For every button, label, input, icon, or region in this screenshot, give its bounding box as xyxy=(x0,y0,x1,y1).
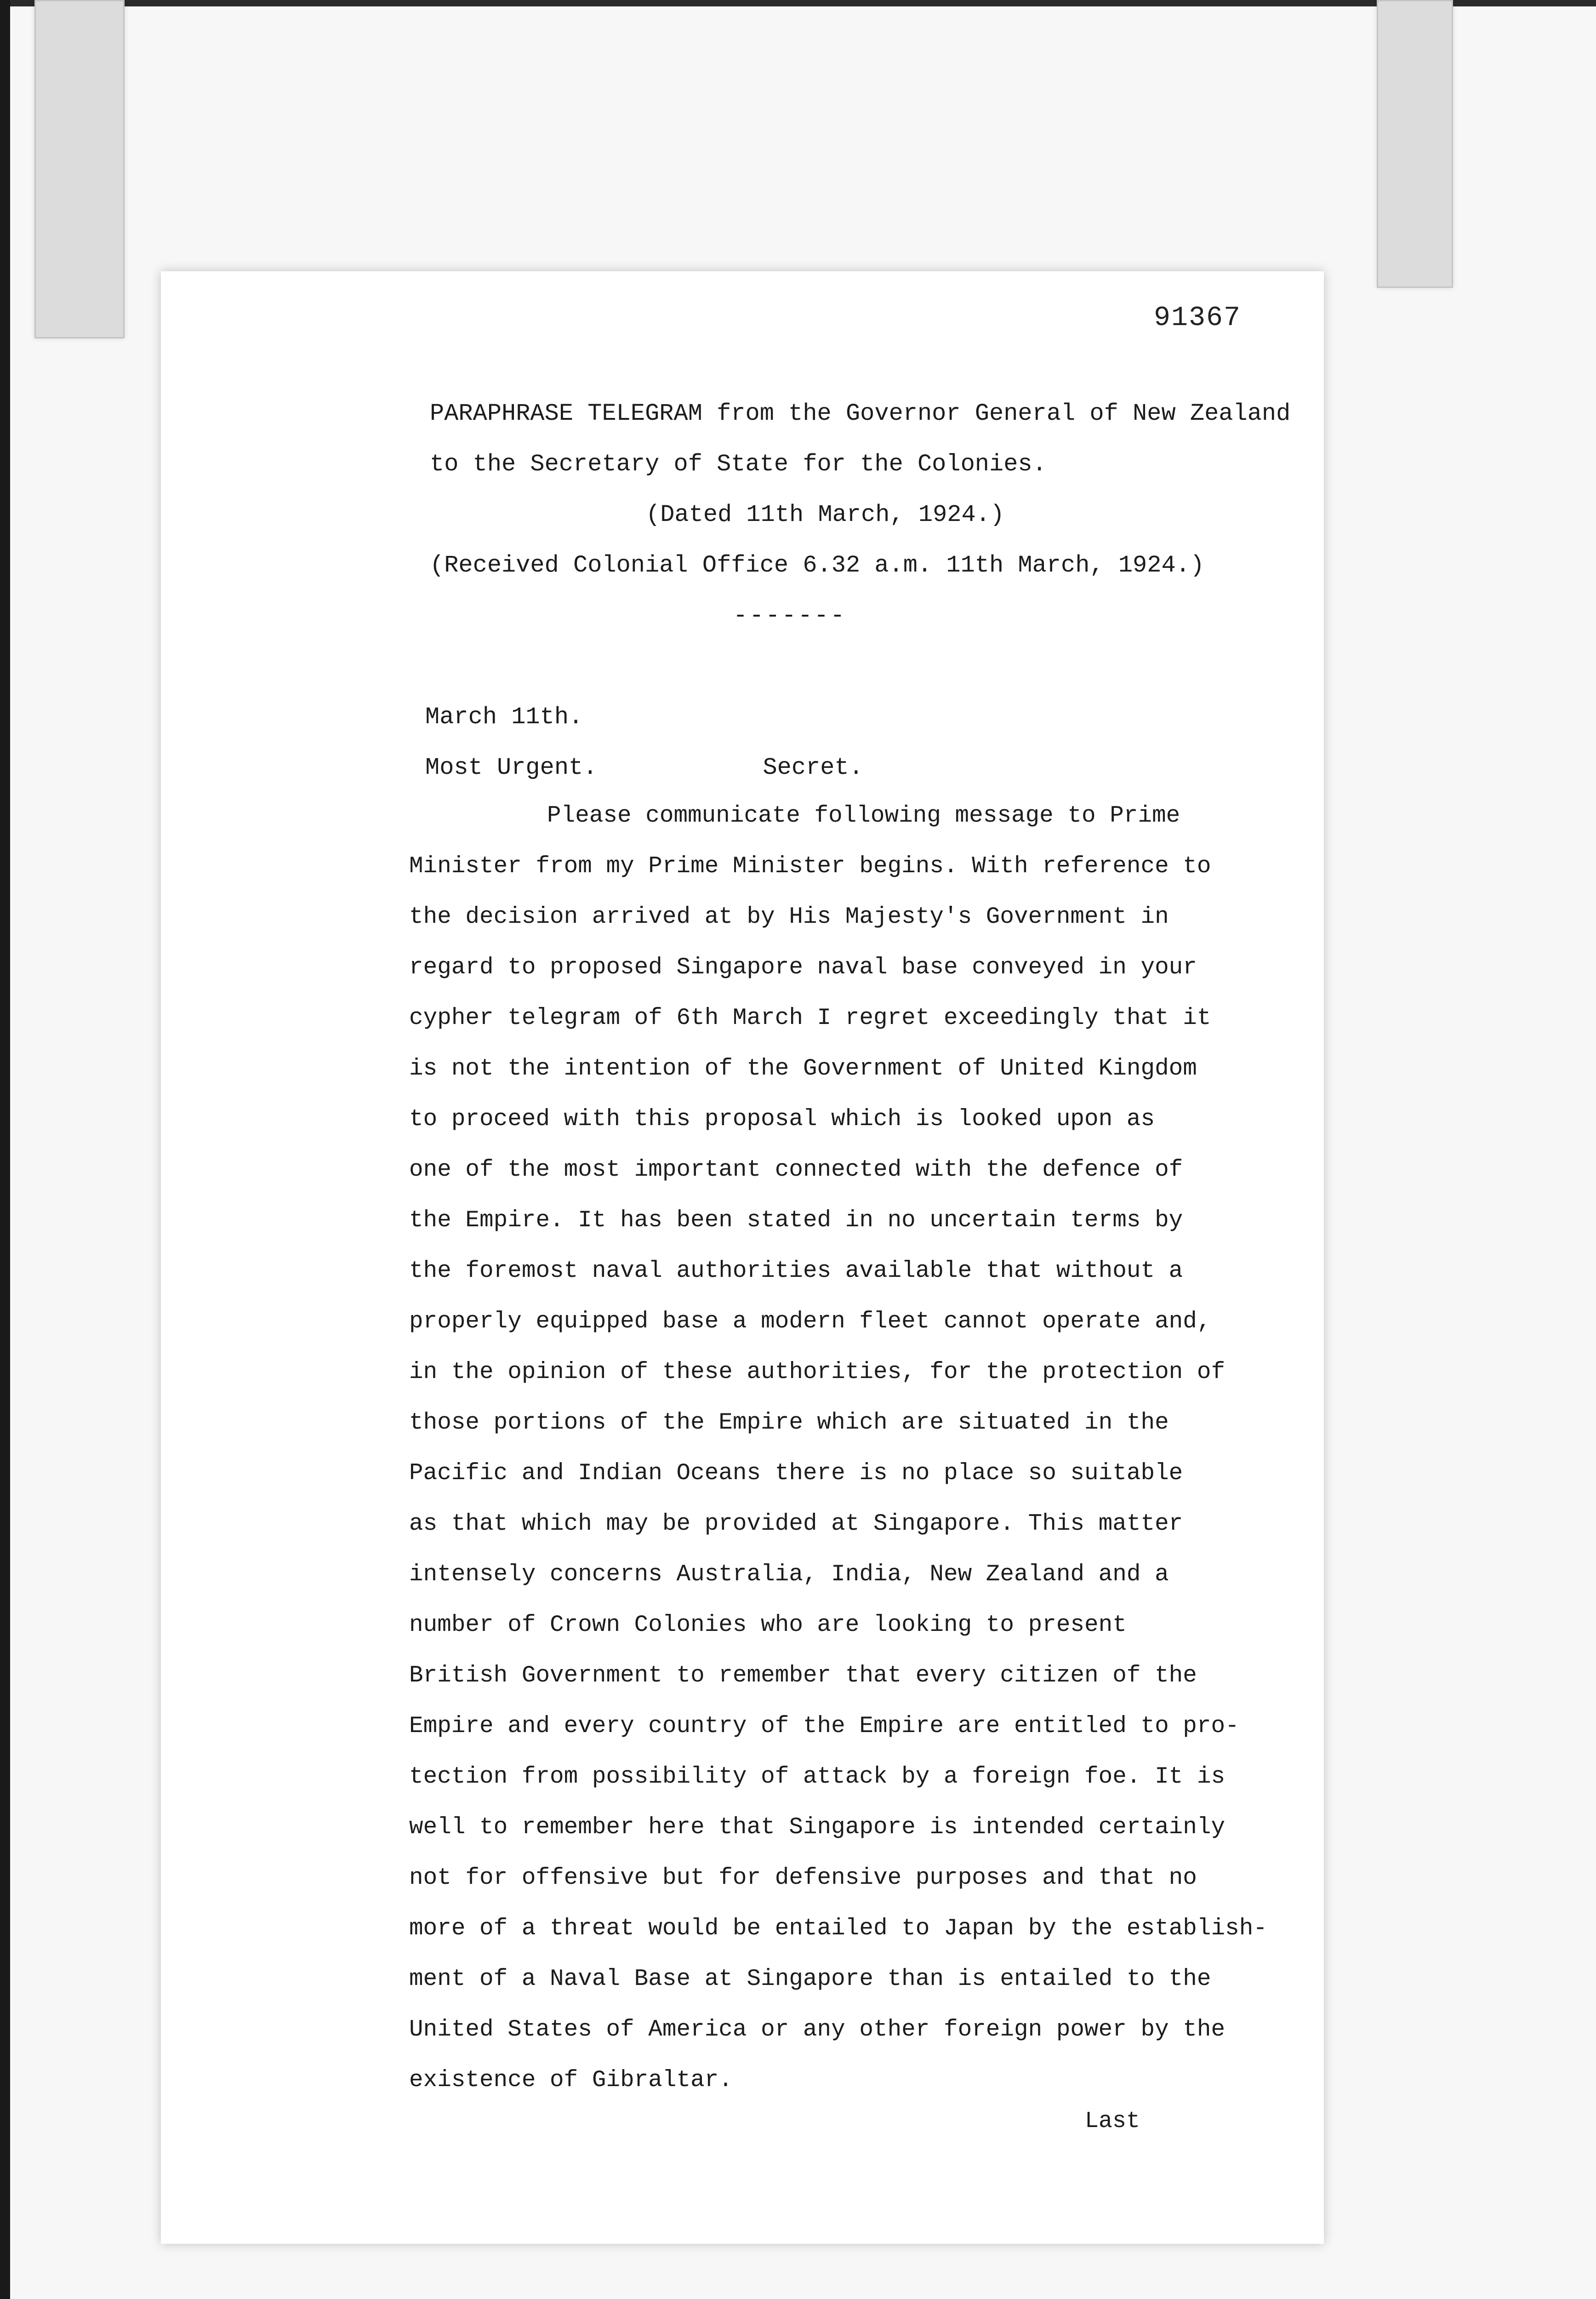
telegram-body xyxy=(409,791,1420,2106)
body-line: Please communicate following message to Prime xyxy=(547,803,1180,829)
body-line: intensely concerns Australia, India, New Zealand and a xyxy=(409,1561,1169,1588)
body-line: properly equipped base a modern fleet cannot operate and, xyxy=(409,1309,1211,1335)
body-line: United States of America or any other foreign power by the xyxy=(409,2017,1226,2043)
body-line: is not the intention of the Government of United Kingdom xyxy=(409,1056,1197,1082)
body-line: one of the most important connected with the defence of xyxy=(409,1157,1183,1183)
received-line: (Received Colonial Office 6.32 a.m. 11th March, 1924.) xyxy=(430,552,1205,579)
body-line: in the opinion of these authorities, for the protection of xyxy=(409,1359,1226,1385)
date-line: March 11th. xyxy=(425,703,583,731)
body-line: cypher telegram of 6th March I regret exceedingly that it xyxy=(409,1005,1211,1031)
body-line: Empire and every country of the Empire are entitled to pro- xyxy=(409,1713,1239,1739)
classification-label: Secret. xyxy=(763,754,863,781)
dated-line: (Dated 11th March, 1924.) xyxy=(646,501,1005,528)
body-line: British Government to remember that every citizen of the xyxy=(409,1663,1197,1689)
body-line: not for offensive but for defensive purposes and that no xyxy=(409,1865,1197,1891)
body-line: well to remember here that Singapore is intended certainly xyxy=(409,1814,1226,1841)
body-line: ment of a Naval Base at Singapore than is entailed to the xyxy=(409,1966,1211,1992)
body-line: the foremost naval authorities available that without a xyxy=(409,1258,1183,1284)
header-divider: ------- xyxy=(733,602,847,629)
body-line: the Empire. It has been stated in no uncertain terms by xyxy=(409,1207,1183,1234)
body-line: Minister from my Prime Minister begins. With reference to xyxy=(409,853,1211,880)
body-line: to proceed with this proposal which is looked upon as xyxy=(409,1106,1155,1132)
tape-strip xyxy=(1377,0,1453,288)
film-border-left xyxy=(0,0,10,2299)
body-line: tection from possibility of attack by a foreign foe. It is xyxy=(409,1764,1226,1790)
body-line: number of Crown Colonies who are looking to present xyxy=(409,1612,1127,1638)
body-line: those portions of the Empire which are situated in the xyxy=(409,1410,1169,1436)
film-border-top xyxy=(0,0,1596,6)
header-line: PARAPHRASE TELEGRAM from the Governor General of New Zealand xyxy=(430,400,1291,427)
body-line: regard to proposed Singapore naval base conveyed in your xyxy=(409,955,1197,981)
tape-strip xyxy=(34,0,125,338)
catchword: Last xyxy=(1085,2108,1140,2134)
urgency-label: Most Urgent. xyxy=(425,754,598,781)
body-line: more of a threat would be entailed to Japan by the establish- xyxy=(409,1916,1267,1942)
header-line: to the Secretary of State for the Colonies. xyxy=(430,451,1047,478)
document-number: 91367 xyxy=(1153,303,1241,334)
telegram-header xyxy=(430,389,1441,641)
body-line: existence of Gibraltar. xyxy=(409,2067,733,2093)
body-line: as that which may be provided at Singapore. This matter xyxy=(409,1511,1183,1537)
body-line: Pacific and Indian Oceans there is no place so suitable xyxy=(409,1460,1183,1487)
telegram-page xyxy=(161,271,1324,2244)
body-line: the decision arrived at by His Majesty's Government in xyxy=(409,904,1169,930)
urgency-row xyxy=(425,743,863,793)
telegram-meta xyxy=(425,692,863,793)
